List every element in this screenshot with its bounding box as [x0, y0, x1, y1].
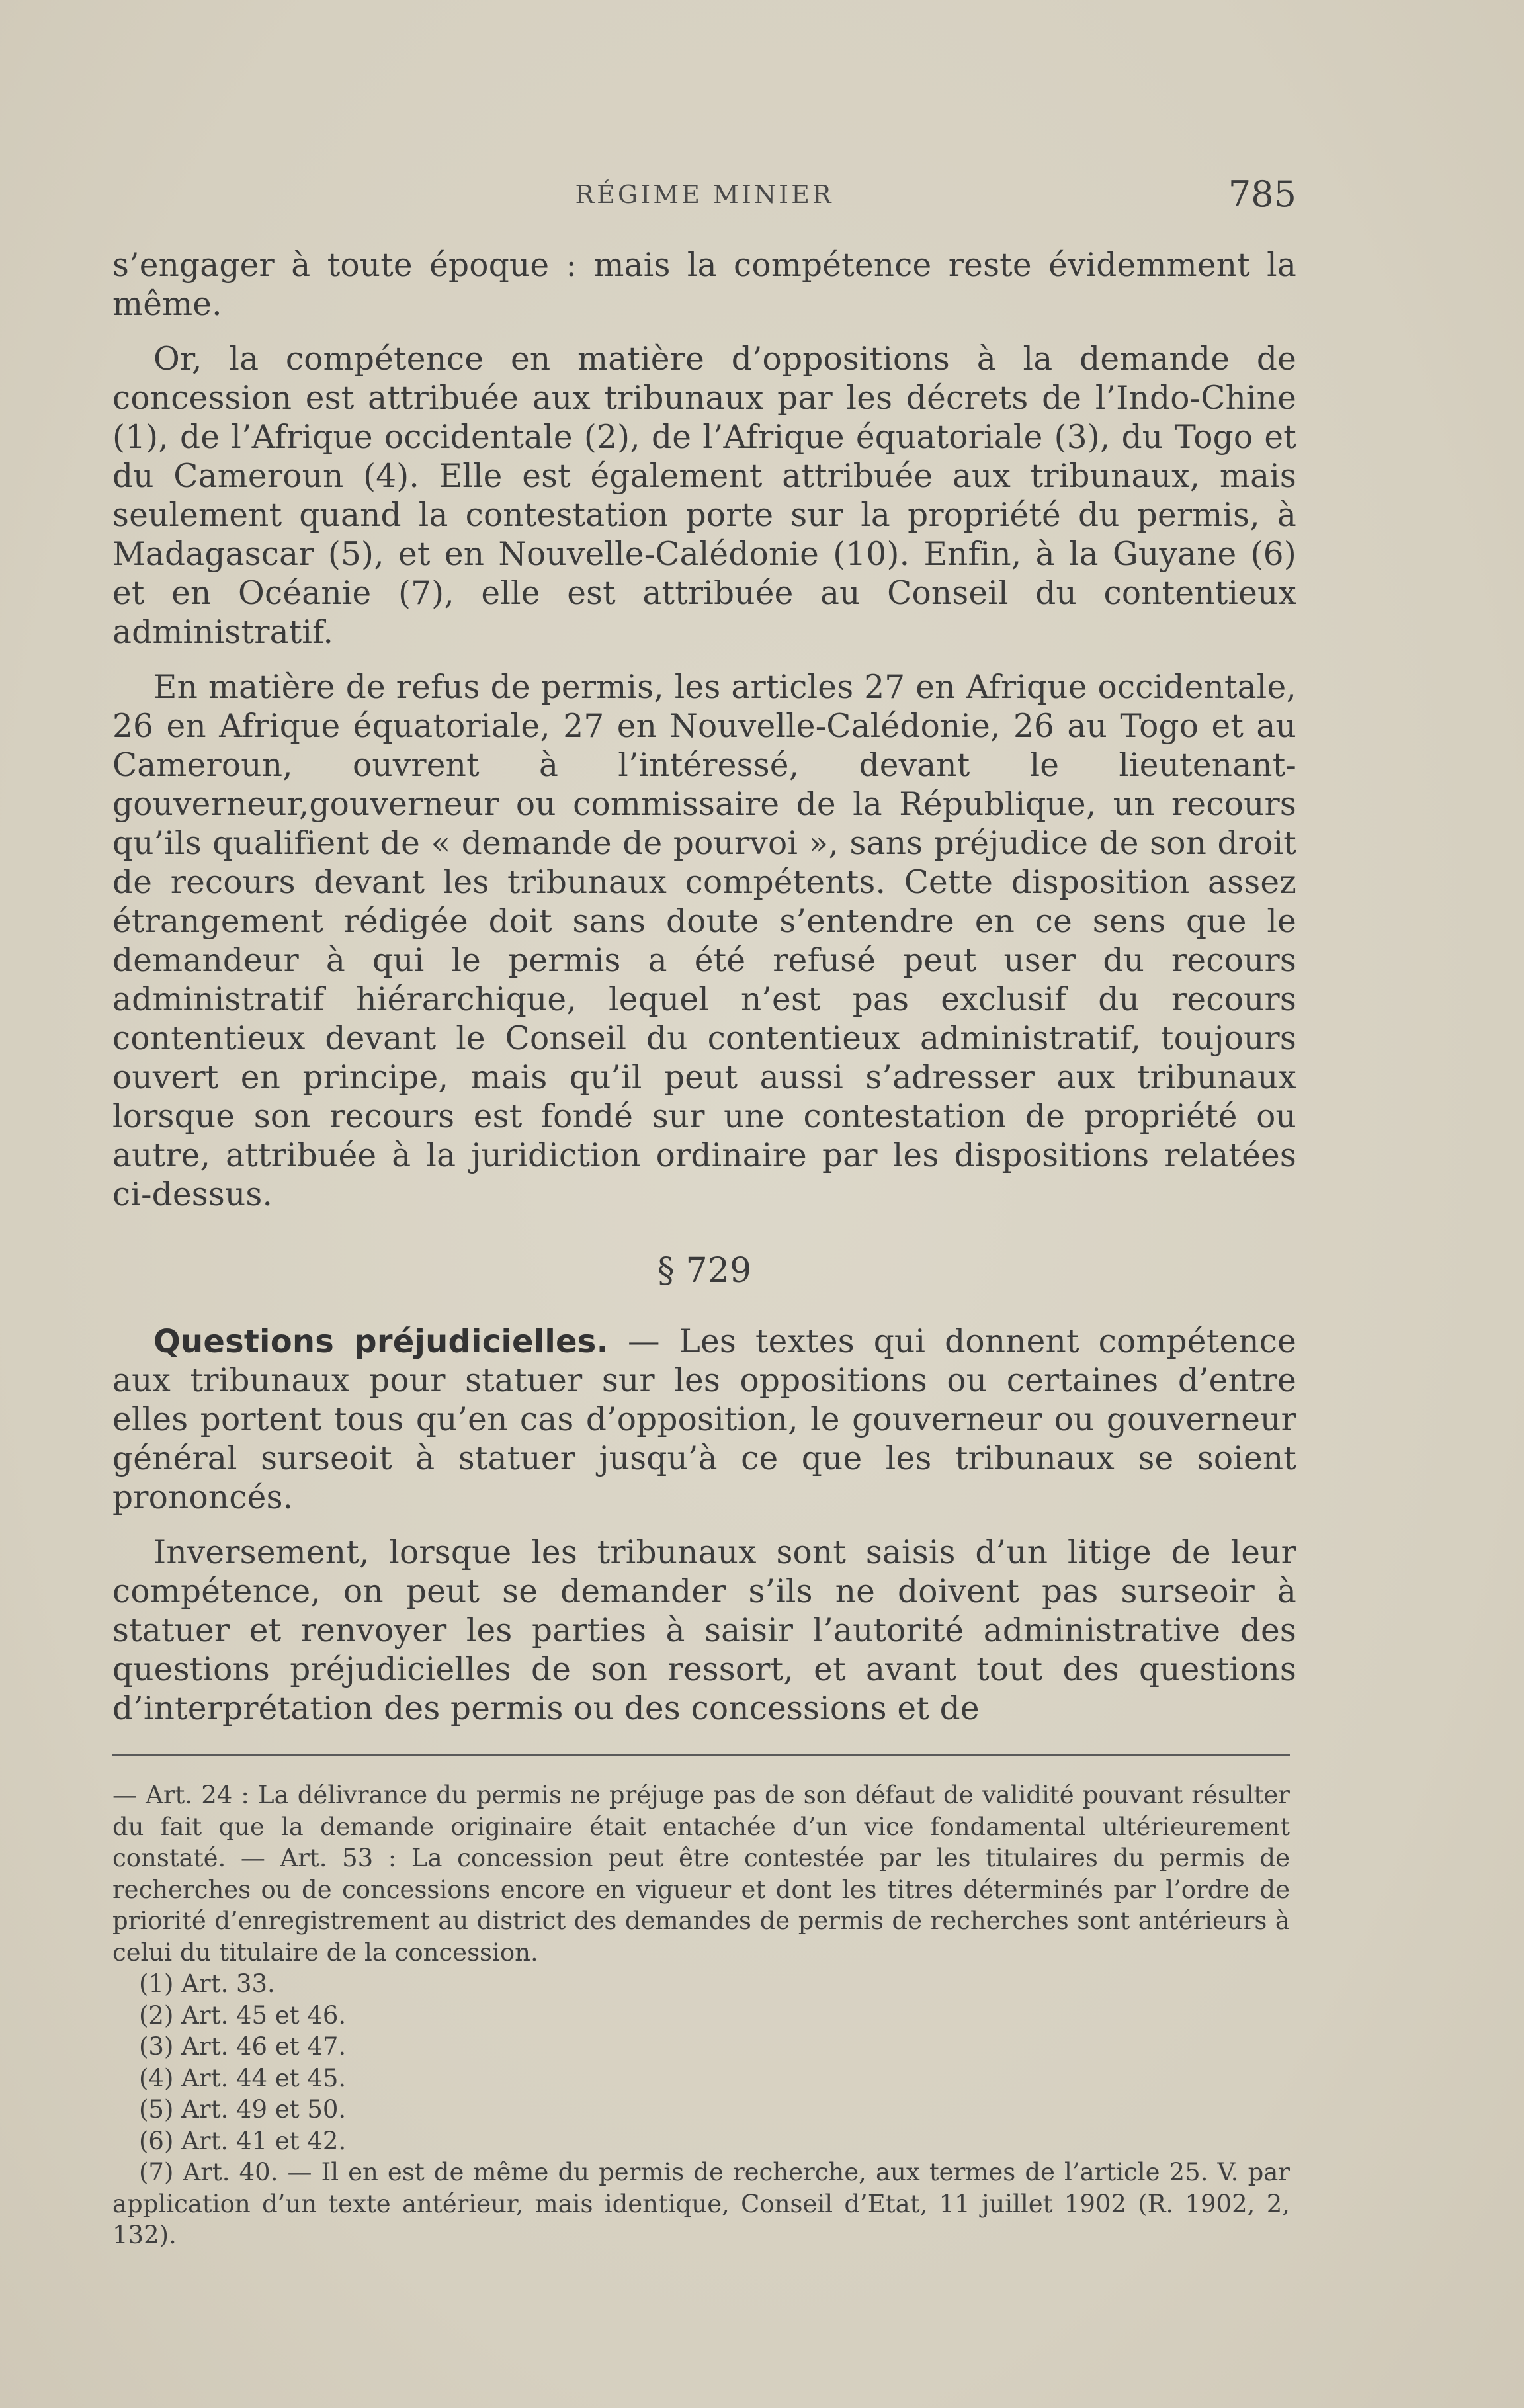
- footnote-1: (1) Art. 33.: [139, 1969, 275, 1998]
- section-number: § 729: [657, 1251, 752, 1291]
- paragraph-refus-de-permis: En matière de refus de permis, les articles 27 en Afrique occidentale, 26 en Afrique équatoriale, 27 en Nouvelle-Calédonie, 26 au Togo et au Cameroun, ouvrent à l’intéressé, devant le lieutenant-gouverneur,gouverneur ou commissaire de la République, un recours qu’ils qualifient de « demande de pourvoi », sans préjudice de son droit de recours devant les tribunaux compétents. Cette disposition assez étrangement rédigée doit sans doute s’entendre en ce sens que le demandeur à qui le permis a été refusé peut user du recours administratif hiérarchique, lequel n’est pas exclusif du recours contentieux devant le Conseil du contentieux administratif, toujours ouvert en principe, mais qu’il peut aussi s’adresser aux tribunaux lorsque son recours est fondé sur une contestation de propriété ou autre, attribuée à la juridiction ordinaire par les dispositions relatées ci-dessus.: [112, 669, 1296, 1213]
- footnote-continuation: — Art. 24 : La délivrance du permis ne préjuge pas de son défaut de validité pouvant résulter du fait que la demande originaire était entachée d’un vice fondamental ultérieurement constaté. — Art. 53 : La concession peut être contestée par les titulaires du permis de recherches ou de concessions encore en vigueur et dont les titres déterminés par l’ordre de priorité d’enregistrement au district des demandes de permis de recherches sont antérieurs à celui du titulaire de la concession.: [112, 1781, 1290, 1967]
- paragraph-text: Les textes qui donnent compétence aux tribunaux pour statuer sur les oppositions ou certaines d’entre elles portent tous qu’en cas d’opposition, le gouverneur ou gouverneur général surseoit à statuer jusqu’à ce que les tribunaux se soient prononcés.: [112, 1323, 1296, 1516]
- footnote-4: (4) Art. 44 et 45.: [139, 2063, 347, 2092]
- paragraph-questions-prejudicielles: [112, 1322, 1296, 1518]
- footnote-7: (7) Art. 40. — Il en est de même du permis de recherche, aux termes de l’article 25. V. par application d’un texte antérieur, mais identique, Conseil d’Etat, 11 juillet 1902 (R. 1902, 2, 132).: [112, 2158, 1290, 2249]
- running-head: [112, 173, 1296, 213]
- footnote-divider: [112, 1754, 1290, 1756]
- page-number: 785: [1228, 173, 1296, 215]
- footnote-3: (3) Art. 46 et 47.: [139, 2032, 347, 2061]
- running-title: RÉGIME MINIER: [575, 180, 834, 209]
- heading-dash: —: [609, 1323, 679, 1360]
- paragraph-oppositions: Or, la compétence en matière d’oppositions à la demande de concession est attribuée aux tribunaux par les décrets de l’Indo-Chine (1), de l’Afrique occidentale (2), de l’Afrique équatoriale (3), du Togo et du Cameroun (4). Elle est également attribuée aux tribunaux, mais seulement quand la contestation porte sur la propriété du permis, à Madagascar (5), et en Nouvelle-Calédonie (10). Enfin, à la Guyane (6) et en Océanie (7), elle est attribuée au Conseil du contentieux administratif.: [112, 341, 1296, 651]
- paragraph-inversement: Inversement, lorsque les tribunaux sont saisis d’un litige de leur compétence, on peut se demander s’ils ne doivent pas surseoir à statuer et renvoyer les parties à saisir l’autorité administrative des questions préjudicielles de son ressort, et avant tout des questions d’interprétation des permis ou des concessions et de: [112, 1534, 1296, 1727]
- main-text: [112, 246, 1296, 1729]
- section-heading: Questions préjudicielles.: [153, 1323, 609, 1360]
- footnote-5: (5) Art. 49 et 50.: [139, 2095, 347, 2124]
- footnotes: [112, 1780, 1290, 2251]
- footnote-6: (6) Art. 41 et 42.: [139, 2126, 347, 2155]
- footnote-2: (2) Art. 45 et 46.: [139, 2000, 347, 2030]
- paragraph-continuation: s’engager à toute époque : mais la compétence reste évidemment la même.: [112, 247, 1296, 323]
